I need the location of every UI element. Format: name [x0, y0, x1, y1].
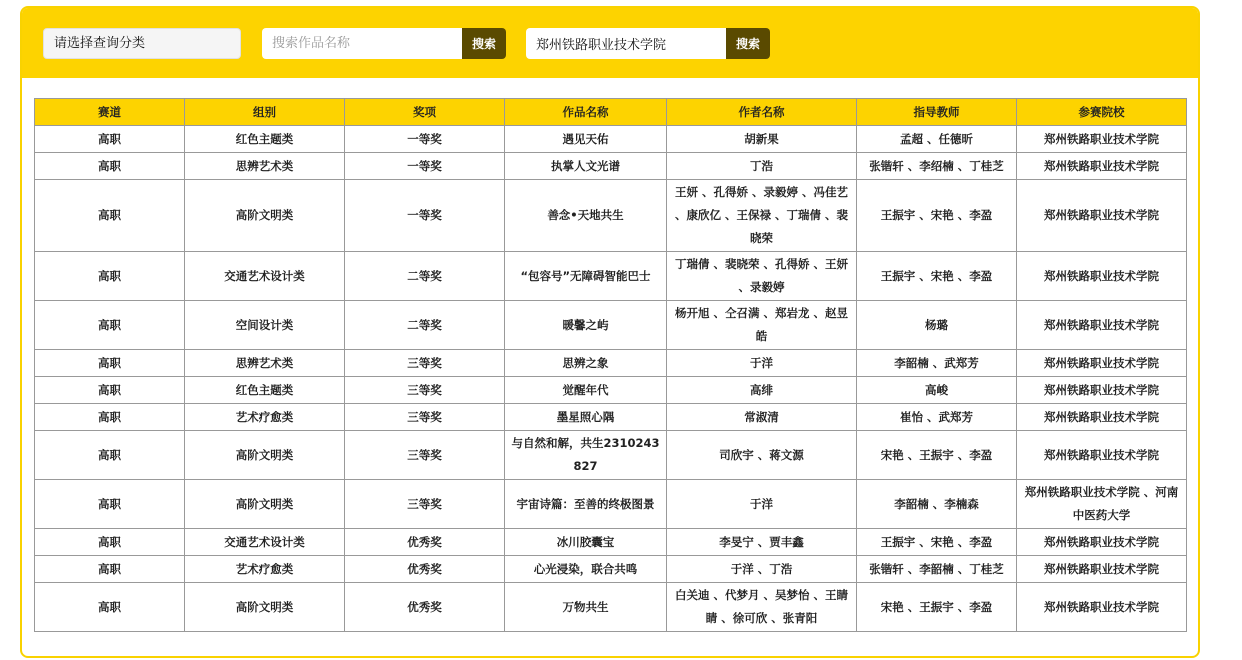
cell-track: 高职 [35, 431, 185, 480]
cell-award: 一等奖 [345, 126, 505, 153]
cell-advisors: 杨璐 [857, 301, 1017, 350]
cell-school: 郑州铁路职业技术学院 [1017, 404, 1187, 431]
column-header-authors: 作者名称 [667, 99, 857, 126]
cell-school: 郑州铁路职业技术学院 [1017, 377, 1187, 404]
cell-track: 高职 [35, 480, 185, 529]
cell-work-name: 冰川胶囊宝 [505, 529, 667, 556]
cell-group: 高阶文明类 [185, 431, 345, 480]
cell-group: 交通艺术设计类 [185, 252, 345, 301]
cell-group: 高阶文明类 [185, 583, 345, 632]
cell-authors: 丁瑞倩 、裴晓荣 、孔得娇 、王妍 、录毅婷 [667, 252, 857, 301]
cell-award: 三等奖 [345, 350, 505, 377]
cell-group: 交通艺术设计类 [185, 529, 345, 556]
filter-bar [22, 8, 1198, 78]
cell-work-name: 遇见天佑 [505, 126, 667, 153]
cell-advisors: 王振宇 、宋艳 、李盈 [857, 529, 1017, 556]
cell-school: 郑州铁路职业技术学院 、河南中医药大学 [1017, 480, 1187, 529]
school-search-group [526, 28, 770, 59]
cell-group: 红色主题类 [185, 126, 345, 153]
cell-group: 高阶文明类 [185, 480, 345, 529]
cell-school: 郑州铁路职业技术学院 [1017, 583, 1187, 632]
cell-school: 郑州铁路职业技术学院 [1017, 350, 1187, 377]
cell-award: 优秀奖 [345, 529, 505, 556]
cell-authors: 于洋 [667, 350, 857, 377]
column-header-advisors: 指导教师 [857, 99, 1017, 126]
cell-authors: 丁浩 [667, 153, 857, 180]
cell-award: 三等奖 [345, 431, 505, 480]
table-row [35, 556, 1187, 583]
cell-advisors: 高峻 [857, 377, 1017, 404]
cell-school: 郑州铁路职业技术学院 [1017, 431, 1187, 480]
cell-advisors: 宋艳 、王振宇 、李盈 [857, 431, 1017, 480]
cell-authors: 王妍 、孔得娇 、录毅婷 、冯佳艺 、康欣亿 、王保禄 、丁瑞倩 、裴晓荣 [667, 180, 857, 252]
cell-track: 高职 [35, 350, 185, 377]
cell-work-name: 墨星照心隅 [505, 404, 667, 431]
cell-award: 一等奖 [345, 153, 505, 180]
cell-group: 艺术疗愈类 [185, 404, 345, 431]
table-row [35, 301, 1187, 350]
table-row [35, 377, 1187, 404]
cell-track: 高职 [35, 404, 185, 431]
table-row [35, 350, 1187, 377]
cell-advisors: 崔怡 、武郑芳 [857, 404, 1017, 431]
work-name-search-input[interactable] [262, 28, 462, 59]
cell-work-name: 觉醒年代 [505, 377, 667, 404]
table-row [35, 404, 1187, 431]
cell-authors: 于洋 、丁浩 [667, 556, 857, 583]
column-header-school: 参赛院校 [1017, 99, 1187, 126]
cell-authors: 于洋 [667, 480, 857, 529]
cell-advisors: 王振宇 、宋艳 、李盈 [857, 252, 1017, 301]
work-search-button[interactable]: 搜索 [462, 28, 506, 59]
cell-school: 郑州铁路职业技术学院 [1017, 153, 1187, 180]
cell-school: 郑州铁路职业技术学院 [1017, 556, 1187, 583]
cell-work-name: 思辨之象 [505, 350, 667, 377]
cell-authors: 高绯 [667, 377, 857, 404]
cell-school: 郑州铁路职业技术学院 [1017, 301, 1187, 350]
cell-work-name: 执掌人文光谱 [505, 153, 667, 180]
cell-advisors: 李韶楠 、武郑芳 [857, 350, 1017, 377]
cell-group: 思辨艺术类 [185, 153, 345, 180]
cell-track: 高职 [35, 377, 185, 404]
table-row [35, 480, 1187, 529]
cell-track: 高职 [35, 126, 185, 153]
cell-advisors: 张锴轩 、李绍楠 、丁桂芝 [857, 153, 1017, 180]
table-header [35, 99, 1187, 126]
table-row [35, 583, 1187, 632]
cell-work-name: 善念•天地共生 [505, 180, 667, 252]
cell-work-name: 与自然和解，共生2310243827 [505, 431, 667, 480]
cell-group: 红色主题类 [185, 377, 345, 404]
cell-award: 三等奖 [345, 404, 505, 431]
cell-authors: 司欣宇 、蒋文源 [667, 431, 857, 480]
cell-authors: 李旻宁 、贾丰鑫 [667, 529, 857, 556]
cell-authors: 白关迪 、代梦月 、吴梦怡 、王睛睛 、徐可欣 、张青阳 [667, 583, 857, 632]
cell-authors: 杨开旭 、仝召满 、郑岩龙 、赵昱皓 [667, 301, 857, 350]
cell-school: 郑州铁路职业技术学院 [1017, 126, 1187, 153]
cell-group: 艺术疗愈类 [185, 556, 345, 583]
cell-school: 郑州铁路职业技术学院 [1017, 180, 1187, 252]
category-select[interactable]: 请选择查询分类 [43, 28, 241, 59]
cell-award: 优秀奖 [345, 556, 505, 583]
column-header-award: 奖项 [345, 99, 505, 126]
column-header-work-name: 作品名称 [505, 99, 667, 126]
cell-award: 三等奖 [345, 480, 505, 529]
cell-track: 高职 [35, 556, 185, 583]
cell-track: 高职 [35, 153, 185, 180]
table-row [35, 126, 1187, 153]
cell-advisors: 孟超 、任德昕 [857, 126, 1017, 153]
cell-advisors: 张锴轩 、李韶楠 、丁桂芝 [857, 556, 1017, 583]
cell-work-name: 心光浸染，联合共鸣 [505, 556, 667, 583]
awards-table [34, 98, 1187, 632]
table-row [35, 529, 1187, 556]
column-header-track: 赛道 [35, 99, 185, 126]
school-search-button[interactable]: 搜索 [726, 28, 770, 59]
cell-award: 一等奖 [345, 180, 505, 252]
table-row [35, 180, 1187, 252]
cell-award: 优秀奖 [345, 583, 505, 632]
school-search-input[interactable] [526, 28, 726, 59]
cell-school: 郑州铁路职业技术学院 [1017, 252, 1187, 301]
cell-advisors: 王振宇 、宋艳 、李盈 [857, 180, 1017, 252]
cell-track: 高职 [35, 301, 185, 350]
cell-track: 高职 [35, 252, 185, 301]
table-body [35, 126, 1187, 632]
cell-track: 高职 [35, 529, 185, 556]
table-row [35, 431, 1187, 480]
cell-advisors: 宋艳 、王振宇 、李盈 [857, 583, 1017, 632]
cell-group: 高阶文明类 [185, 180, 345, 252]
cell-award: 二等奖 [345, 252, 505, 301]
cell-work-name: 万物共生 [505, 583, 667, 632]
cell-group: 思辨艺术类 [185, 350, 345, 377]
cell-award: 三等奖 [345, 377, 505, 404]
cell-award: 二等奖 [345, 301, 505, 350]
work-search-group [262, 28, 506, 59]
cell-advisors: 李韶楠 、李楠森 [857, 480, 1017, 529]
header-row [35, 99, 1187, 126]
cell-authors: 常淑清 [667, 404, 857, 431]
table-row [35, 153, 1187, 180]
cell-school: 郑州铁路职业技术学院 [1017, 529, 1187, 556]
cell-work-name: 暖馨之屿 [505, 301, 667, 350]
cell-track: 高职 [35, 583, 185, 632]
cell-authors: 胡新果 [667, 126, 857, 153]
column-header-group: 组别 [185, 99, 345, 126]
cell-work-name: “包容号”无障碍智能巴士 [505, 252, 667, 301]
cell-group: 空间设计类 [185, 301, 345, 350]
awards-panel [20, 6, 1200, 658]
table-row [35, 252, 1187, 301]
cell-track: 高职 [35, 180, 185, 252]
cell-work-name: 宇宙诗篇：至善的终极图景 [505, 480, 667, 529]
